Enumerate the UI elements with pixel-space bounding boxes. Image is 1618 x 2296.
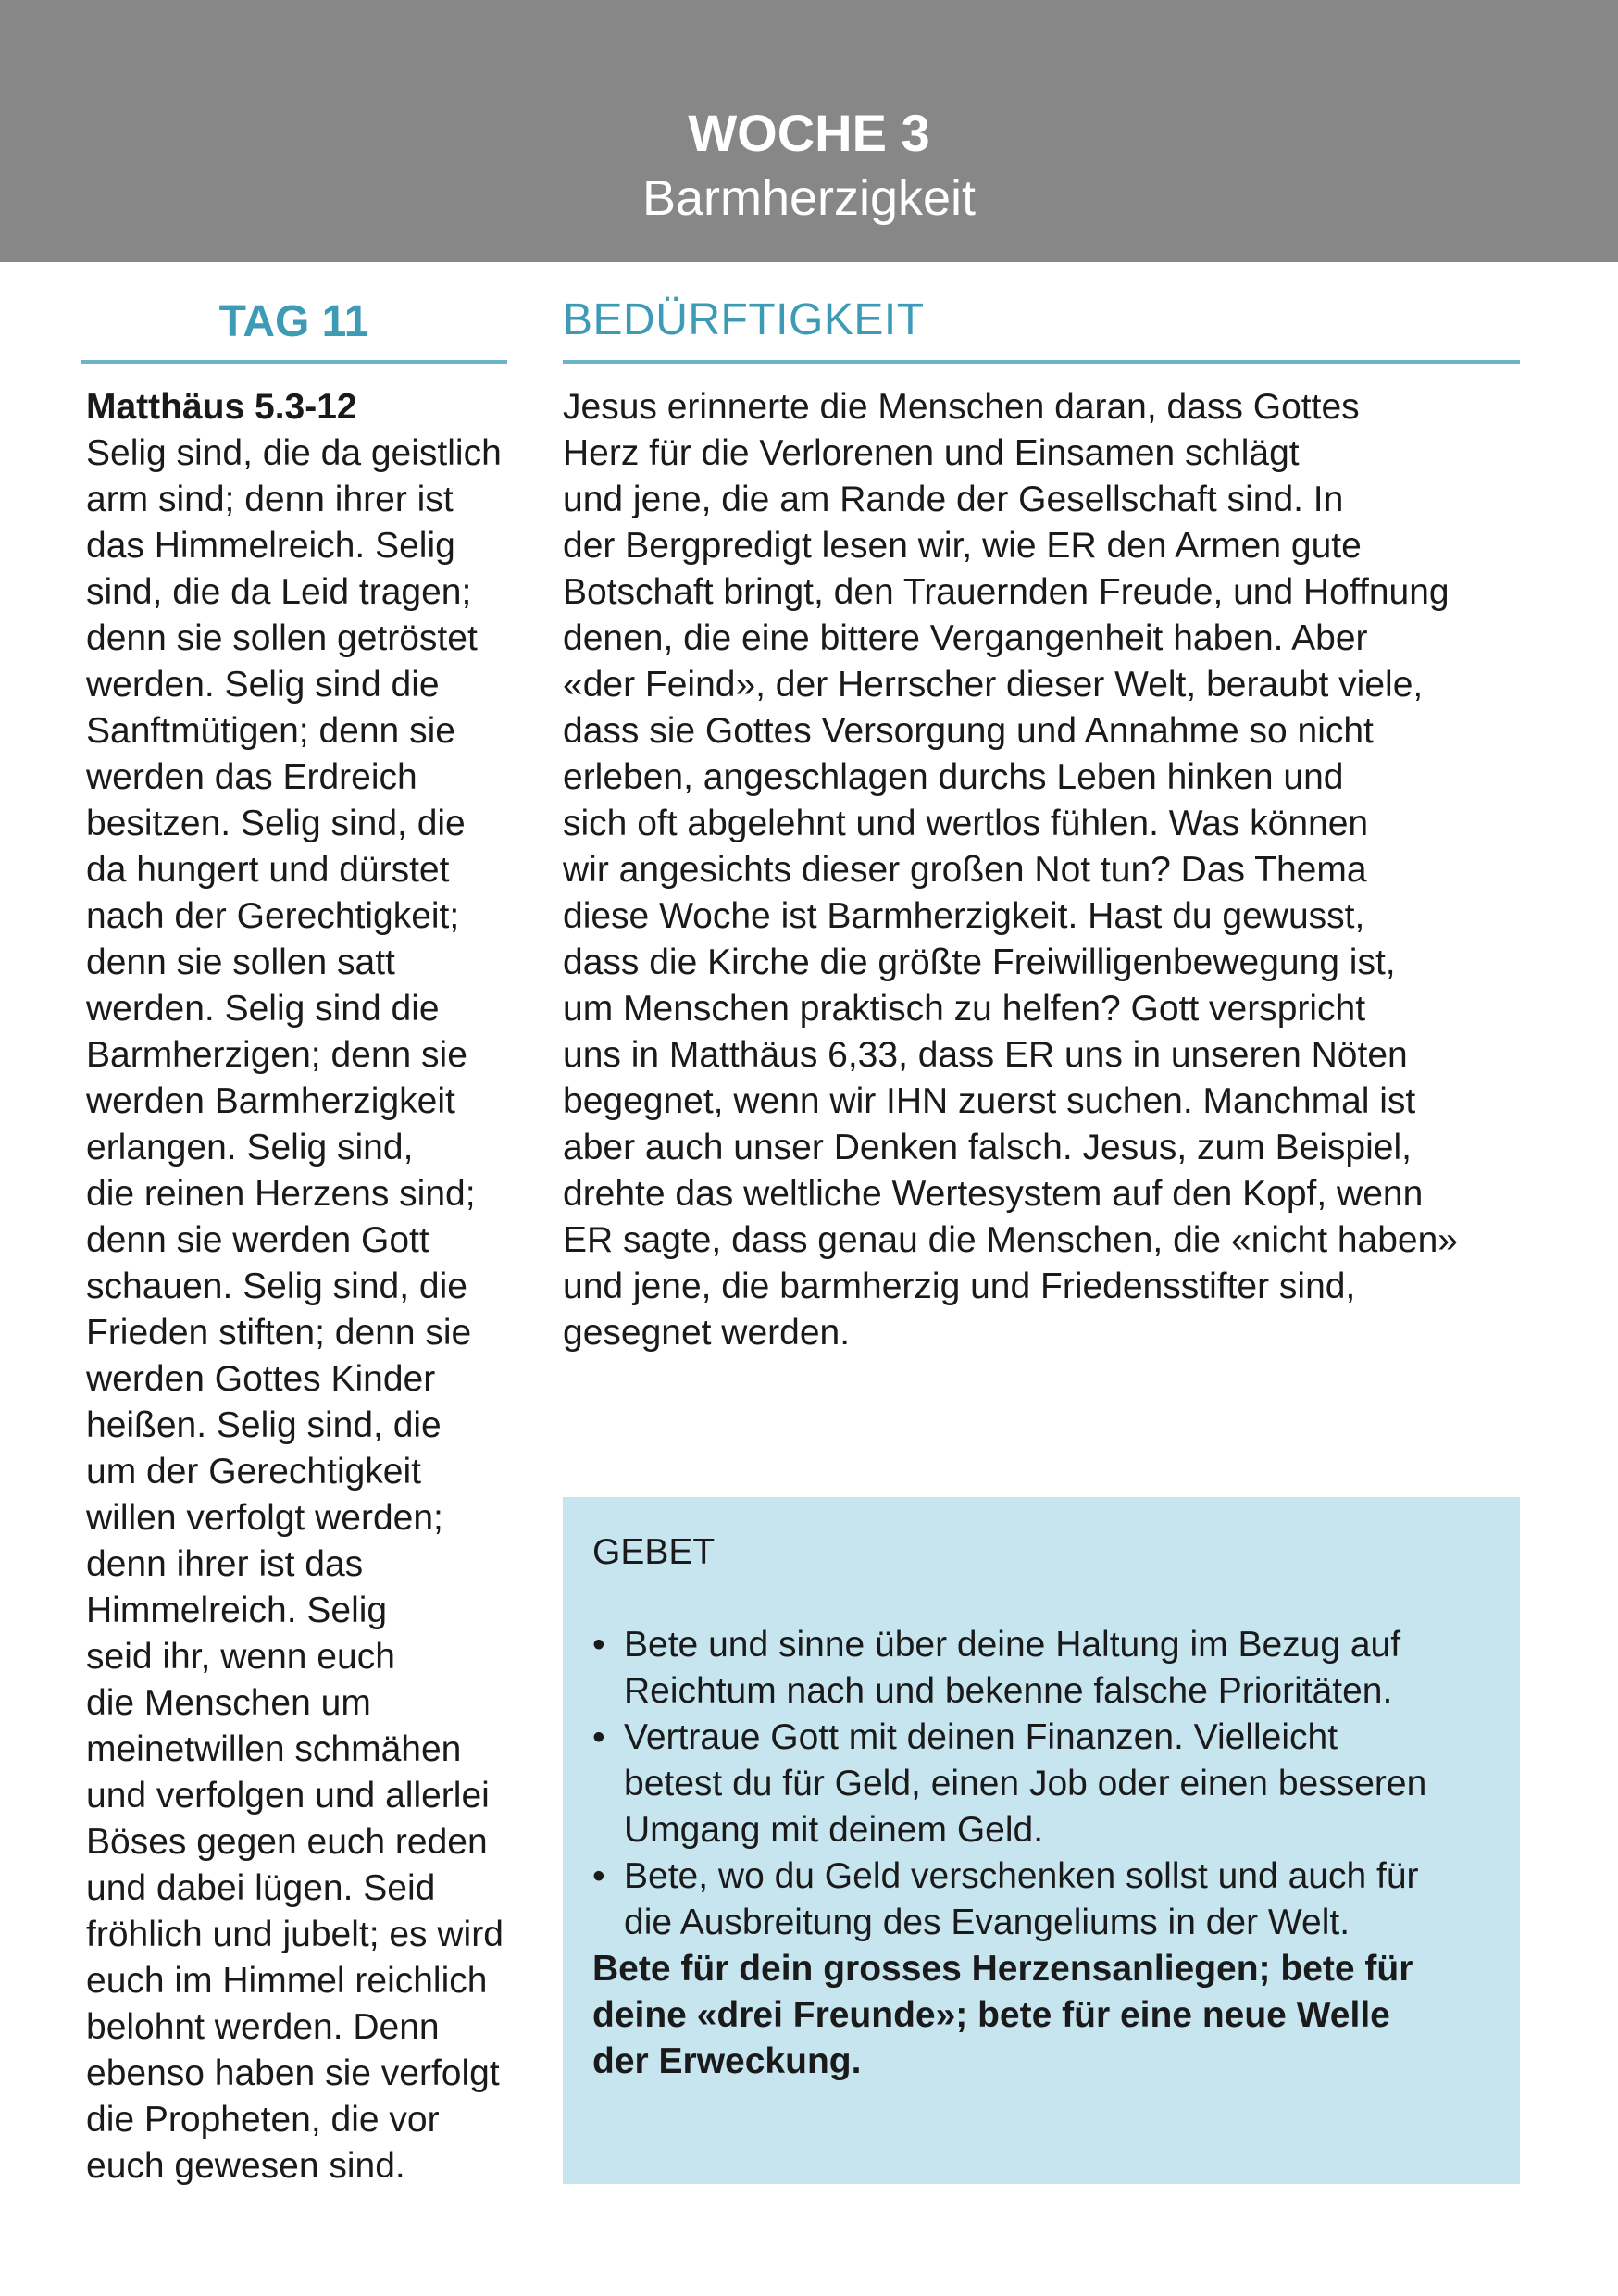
- devotion-line: ER sagte, dass genau die Menschen, die «nicht haben»: [563, 1220, 1459, 1260]
- scripture-line: besitzen. Selig sind, die: [86, 804, 466, 843]
- scripture-line: werden Gottes Kinder: [86, 1359, 436, 1399]
- devotion-line: dass die Kirche die größte Freiwilligenbewegung ist,: [563, 942, 1396, 982]
- devotion-line: diese Woche ist Barmherzigkeit. Hast du gewusst,: [563, 896, 1365, 936]
- scripture-line: werden das Erdreich: [86, 757, 417, 797]
- prayer-item: [592, 1622, 1518, 1715]
- scripture-line: werden Barmherzigkeit: [86, 1081, 455, 1121]
- prayer-item: [592, 1715, 1518, 1853]
- prayer-box: [563, 1497, 1520, 2184]
- devotion-line: Jesus erinnerte die Menschen daran, dass Gottes: [563, 387, 1360, 427]
- devotion-line: gesegnet werden.: [563, 1313, 851, 1353]
- scripture-line: denn sie werden Gott: [86, 1220, 429, 1260]
- scripture-line: denn sie sollen getröstet: [86, 618, 478, 658]
- scripture-line: Selig sind, die da geistlich: [86, 433, 502, 473]
- scripture-line: Sanftmütigen; denn sie: [86, 711, 455, 751]
- bullet-icon: •: [592, 1625, 605, 1665]
- scripture-line: heißen. Selig sind, die: [86, 1405, 442, 1445]
- devotion-line: «der Feind», der Herrscher dieser Welt, beraubt viele,: [563, 665, 1424, 705]
- scripture-line: werden. Selig sind die: [86, 989, 440, 1029]
- prayer-closing-line: deine «drei Freunde»; bete für eine neue Welle: [592, 1995, 1390, 2035]
- scripture-line: und dabei lügen. Seid: [86, 1868, 436, 1908]
- scripture-line: ebenso haben sie verfolgt: [86, 2053, 500, 2093]
- scripture-line: werden. Selig sind die: [86, 665, 440, 705]
- bullet-icon: •: [592, 1856, 605, 1896]
- scripture-line: die Propheten, die vor: [86, 2100, 440, 2140]
- prayer-item-line: betest du für Geld, einen Job oder einen besseren: [624, 1764, 1427, 1803]
- devotion-line: uns in Matthäus 6,33, dass ER uns in unseren Nöten: [563, 1035, 1408, 1075]
- devotion-paragraph: [563, 384, 1544, 1356]
- prayer-item-line: Reichtum nach und bekenne falsche Prioritäten.: [624, 1671, 1393, 1711]
- prayer-item-line: Vertraue Gott mit deinen Finanzen. Vielleicht: [624, 1717, 1338, 1757]
- devotion-line: begegnet, wenn wir IHN zuerst suchen. Manchmal ist: [563, 1081, 1416, 1121]
- scripture-line: Barmherzigen; denn sie: [86, 1035, 467, 1075]
- scripture-line: und verfolgen und allerlei: [86, 1776, 490, 1816]
- scripture-line: willen verfolgt werden;: [86, 1498, 443, 1538]
- devotion-line: und jene, die am Rande der Gesellschaft sind. In: [563, 480, 1344, 519]
- scripture-line: sind, die da Leid tragen;: [86, 572, 472, 612]
- day-title: TAG 11: [218, 297, 369, 346]
- scripture-line: um der Gerechtigkeit: [86, 1452, 421, 1491]
- week-label: WOCHE 3: [688, 104, 930, 162]
- scripture-line: die Menschen um: [86, 1683, 371, 1723]
- prayer-item-line: die Ausbreitung des Evangeliums in der Welt.: [624, 1903, 1350, 1942]
- devotion-line: aber auch unser Denken falsch. Jesus, zum Beispiel,: [563, 1128, 1412, 1167]
- scripture-line: meinetwillen schmähen: [86, 1729, 462, 1769]
- devotion-line: wir angesichts dieser großen Not tun? Das Thema: [563, 850, 1367, 890]
- week-theme: Barmherzigkeit: [641, 170, 977, 226]
- scripture-line: euch gewesen sind.: [86, 2146, 405, 2186]
- devotion-line: drehte das weltliche Wertesystem auf den Kopf, wenn: [563, 1174, 1424, 1214]
- scripture-line: erlangen. Selig sind,: [86, 1128, 414, 1167]
- prayer-list: [592, 1622, 1518, 1946]
- scripture-line: schauen. Selig sind, die: [86, 1267, 467, 1306]
- prayer-item: [592, 1853, 1518, 1946]
- section-title: BEDÜRFTIGKEIT: [563, 295, 925, 344]
- prayer-item-line: Bete und sinne über deine Haltung im Bezug auf: [624, 1625, 1401, 1665]
- scripture-line: da hungert und dürstet: [86, 850, 450, 890]
- prayer-closing-line: Bete für dein grosses Herzensanliegen; bete für: [592, 1949, 1413, 1989]
- prayer-closing: [592, 1946, 1518, 2085]
- scripture-line: arm sind; denn ihrer ist: [86, 480, 454, 519]
- devotion-line: Botschaft bringt, den Trauernden Freude, und Hoffnung: [563, 572, 1450, 612]
- scripture-line: belohnt werden. Denn: [86, 2007, 440, 2047]
- scripture-line: das Himmelreich. Selig: [86, 526, 455, 566]
- devotion-line: um Menschen praktisch zu helfen? Gott verspricht: [563, 989, 1366, 1029]
- prayer-item-line: Bete, wo du Geld verschenken sollst und auch für: [624, 1856, 1419, 1896]
- devotion-line: sich oft abgelehnt und wertlos fühlen. Was können: [563, 804, 1369, 843]
- scripture-passage: [86, 384, 549, 2190]
- scripture-line: Böses gegen euch reden: [86, 1822, 488, 1862]
- prayer-heading: GEBET: [592, 1532, 716, 1572]
- scripture-line: denn sie sollen satt: [86, 942, 395, 982]
- devotion-line: und jene, die barmherzig und Friedensstifter sind,: [563, 1267, 1356, 1306]
- devotion-line: der Bergpredigt lesen wir, wie ER den Armen gute: [563, 526, 1362, 566]
- scripture-line: denn ihrer ist das: [86, 1544, 364, 1584]
- scripture-line: fröhlich und jubelt; es wird: [86, 1915, 504, 1954]
- scripture-line: seid ihr, wenn euch: [86, 1637, 395, 1677]
- devotion-text: [563, 384, 1544, 1356]
- devotion-line: dass sie Gottes Versorgung und Annahme so nicht: [563, 711, 1374, 751]
- section-title-divider: [563, 360, 1520, 364]
- day-title-divider: [81, 360, 507, 364]
- scripture-line: Himmelreich. Selig: [86, 1591, 388, 1630]
- scripture-line: nach der Gerechtigkeit;: [86, 896, 460, 936]
- page-header: [0, 0, 1618, 262]
- scripture-line: die reinen Herzens sind;: [86, 1174, 476, 1214]
- prayer-item-line: Umgang mit deinem Geld.: [624, 1810, 1044, 1850]
- scripture-line: Frieden stiften; denn sie: [86, 1313, 472, 1353]
- scripture-reference: Matthäus 5.3-12: [86, 387, 357, 427]
- prayer-closing-line: der Erweckung.: [592, 2041, 862, 2081]
- scripture-line: euch im Himmel reichlich: [86, 1961, 488, 2001]
- bullet-icon: •: [592, 1717, 605, 1757]
- scripture-text: [86, 430, 549, 2190]
- devotion-line: Herz für die Verlorenen und Einsamen schlägt: [563, 433, 1300, 473]
- devotion-line: erleben, angeschlagen durchs Leben hinken und: [563, 757, 1344, 797]
- devotion-line: denen, die eine bittere Vergangenheit haben. Aber: [563, 618, 1368, 658]
